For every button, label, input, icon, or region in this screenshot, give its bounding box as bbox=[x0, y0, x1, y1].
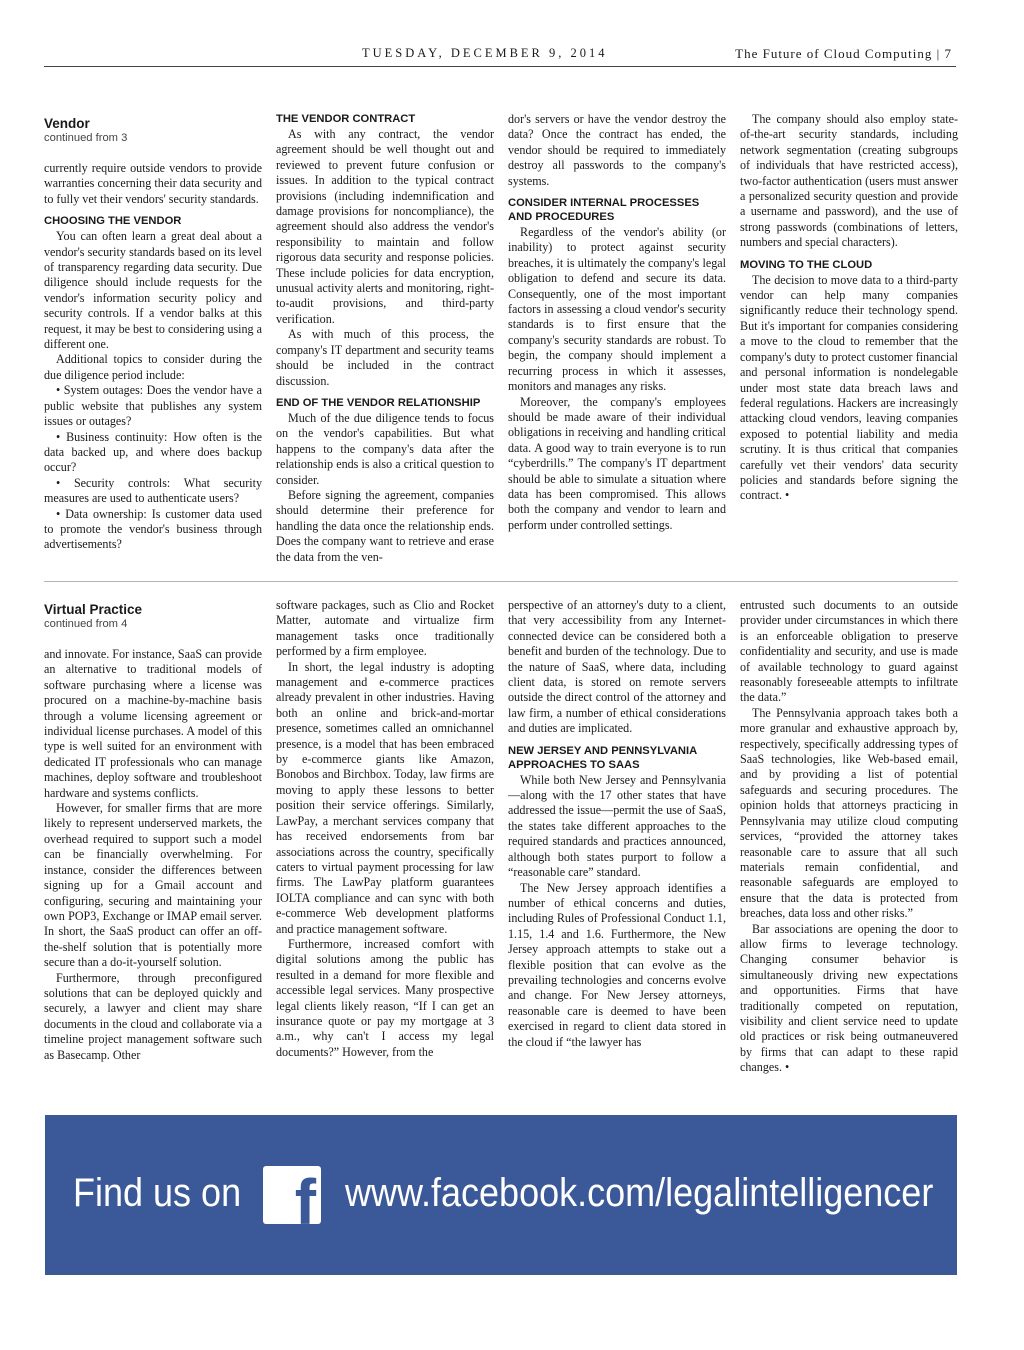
paragraph: Furthermore, through preconfigured solutions that can be deployed quickly and securely, a lawyer and client may share documents in the cloud and collaborate via a timeline project management software such as Basecamp. Other bbox=[44, 970, 262, 1062]
subheading: THE VENDOR CONTRACT bbox=[276, 113, 416, 125]
subheading: MOVING TO THE CLOUD bbox=[740, 258, 873, 271]
paragraph: Furthermore, increased comfort with digital solutions among the public has resulted in a demand for more flexible and accessible legal services. Many prospective legal clients likely reason, “If I can get an insurance quote or pay my mortgage at 3 a.m., why can't I access my legal documents?” However, from the bbox=[276, 936, 494, 1059]
facebook-icon bbox=[263, 1166, 321, 1224]
paragraph: The decision to move data to a third-party vendor can help many companies significantly reduce their technology spend. But it's important for companies considering a move to the cloud to remember that the company's duty to protect customer financial and personal information is nondelegable under most state data breach laws and federal regulations. Hackers are increasingly attacking cloud vendors, leaving companies exposed to potential liability and media scrutiny. It is thus critical that companies carefully vet their vendors' data security policies and standards before signing the contract. • bbox=[740, 272, 958, 503]
subheading: CHOOSING THE VENDOR bbox=[44, 215, 182, 228]
facebook-url-link[interactable]: www.facebook.com/legalintelligencer bbox=[345, 1171, 934, 1215]
subheading: NEW JERSEY AND PENNSYLVANIA APPROACHES TO SAAS bbox=[508, 744, 697, 771]
vendor-column-3 bbox=[508, 112, 726, 533]
find-us-text: Find us on bbox=[73, 1171, 242, 1215]
facebook-banner[interactable] bbox=[45, 1115, 957, 1275]
paragraph: entrusted such documents to an outside provider under circumstances in which there is an enforceable obligation to preserve confidentiality and security, and use is made of available technology to guard against reasonably foreseeable attempts to infiltrate the data.” bbox=[740, 598, 958, 705]
paragraph: The New Jersey approach identifies a number of ethical concerns and duties, including Rules of Professional Conduct 1.1, 1.15, 1.4 and 1.6. Furthermore, the New Jersey approach attempts to stake out a flexible position that can evolve as the prevailing technologies and concerns evolve and change. For New Jersey attorneys, reasonable care is deemed to have been exercised in regard to client data stored in the cloud if “the lawyer has bbox=[508, 880, 726, 1049]
publication-title: The Future of Cloud Computing | 7 bbox=[735, 46, 952, 61]
paragraph: Moreover, the company's employees should be made aware of their individual obligations in receiving and handling critical data. A good way to train everyone is to run “cyberdrills.” The company's IT department should be able to simulate a situation where data has been compromised. This allows both the company and vendor to learn and perform under controlled settings. bbox=[508, 394, 726, 532]
bullet-item: • System outages: Does the vendor have a public website that publishes any system issues or outages? bbox=[44, 383, 262, 429]
paragraph: However, for smaller firms that are more likely to represent underserved markets, the overhead required to support such a model can be financially overwhelming. For instance, consider the differences between signing up for a Gmail account and configuring, securing and maintaining your own POP3, Exchange or IMAP email server. In short, the SaaS product can offer an off-the-shelf solution that is potentially more secure than a do-it-yourself solution. bbox=[44, 801, 262, 970]
practice-column-1 bbox=[44, 598, 262, 1063]
paragraph: and innovate. For instance, SaaS can provide an alternative to traditional models of software purchasing where a license was procured on a machine-by-machine basis through a volume licensing agreement or individual license purchases. A model of this type is well suited for an environment with dedicated IT professionals who can manage machines, deploy software and troubleshoot hardware and systems conflicts. bbox=[44, 647, 262, 800]
continued-from: continued from 3 bbox=[44, 132, 128, 144]
paragraph: dor's servers or have the vendor destroy the data? Once the contract has ended, the vendor should be required to immediately destroy all passwords to the company's systems. bbox=[508, 112, 726, 188]
practice-column-2 bbox=[276, 598, 494, 1060]
article-kicker: Virtual Practice bbox=[44, 602, 143, 617]
paragraph: Much of the due diligence tends to focus on the vendor's capabilities. But what happens to the company's data after the relationship ends is also a critical question to consider. bbox=[276, 410, 494, 487]
section-divider bbox=[44, 581, 958, 582]
paragraph: As with much of this process, the company's IT department and security teams should be included in the contract discussion. bbox=[276, 327, 494, 388]
virtual-practice-article bbox=[44, 598, 958, 1098]
issue-date: TUESDAY, DECEMBER 9, 2014 bbox=[362, 46, 608, 60]
vendor-column-4 bbox=[740, 112, 958, 504]
paragraph: Bar associations are opening the door to allow firms to leverage technology. Changing consumer behavior is simultaneously driving new expectations and opportunities. Firms that have traditionally competed on reputation, visibility and client service need to update old practices or risk being outmaneuvered by firms that can adapt to these rapid changes. • bbox=[740, 921, 958, 1075]
practice-column-4 bbox=[740, 598, 958, 1076]
vendor-column-2 bbox=[276, 112, 494, 565]
paragraph: The company should also employ state-of-the-art security standards, including network segmentation (creating subgroups of individuals that have restricted access), two-factor authentication (users must answer a personalized security question and provide a username and password), and the use of strong passwords (combinations of letters, numbers and special characters). bbox=[740, 112, 958, 250]
article-kicker: Vendor bbox=[44, 116, 90, 131]
continued-from: continued from 4 bbox=[44, 618, 128, 630]
bullet-item: • Business continuity: How often is the data backed up, and where does backup occur? bbox=[44, 429, 262, 475]
paragraph: Additional topics to consider during the due diligence period include: bbox=[44, 352, 262, 382]
paragraph: Before signing the agreement, companies should determine their preference for handling the data once the relationship ends. Does the company want to retrieve and erase the data from the ven- bbox=[276, 487, 494, 564]
vendor-column-1 bbox=[44, 112, 262, 553]
facebook-glyph: f bbox=[294, 1166, 316, 1224]
bullet-item: • Security controls: What security measures are used to authenticate users? bbox=[44, 475, 262, 506]
vendor-article bbox=[44, 112, 958, 568]
paragraph: In short, the legal industry is adopting management and e-commerce practices already prevalent in other industries. Having both an online and brick-and-mortar presence, sometimes called an omnichannel presence, is a model that has been embraced by e-commerce giants like Amazon, Bonobos and Birchbox. Today, law firms are moving to apply these lessons to better position their service offerings. Similarly, LawPay, a merchant services company that has received endorsements from bar associations across the country, specifically caters to virtual payment processing for law firms. The LawPay platform guarantees IOLTA compliance and can sync with both e-commerce Web development platforms and practice management software. bbox=[276, 659, 494, 936]
page-header bbox=[44, 44, 956, 67]
subheading: END OF THE VENDOR RELATIONSHIP bbox=[276, 396, 481, 409]
paragraph: perspective of an attorney's duty to a client, that very accessibility from any Internet-connected device can be considered both a benefit and burden of the technology. Due to the nature of SaaS, where data, including client data, is stored on remote servers outside the direct control of the attorney and law firm, a number of ethical considerations and duties are implicated. bbox=[508, 598, 726, 736]
bullet-item: • Data ownership: Is customer data used to promote the vendor's business through advertisements? bbox=[44, 506, 262, 552]
paragraph: You can often learn a great deal about a vendor's security standards based on its level of transparency regarding data security. Due diligence should include requests for the vendor's information security policy and security controls. If a vendor balks at this request, it may be best to considering using a different one. bbox=[44, 229, 262, 352]
paragraph: The Pennsylvania approach takes both a more granular and exhaustive approach by, respectively, specifically addressing types of SaaS technologies, like Web-based email, and by providing a list of potential safeguards and securing procedures. The opinion holds that attorneys practicing in Pennsylvania may utilize cloud computing services, “provided the attorney takes reasonable care to assure that all such materials remain confidential, and reasonable safeguards are employed to ensure that the data is protected from breaches, data loss and other risks.” bbox=[740, 705, 958, 921]
paragraph: software packages, such as Clio and Rocket Matter, automate and virtualize firm management tasks once traditionally performed by a firm employee. bbox=[276, 598, 494, 659]
paragraph: While both New Jersey and Pennsylvania—along with the 17 other states that have addressed the issue—permit the use of SaaS, the states take different approaches to the required standards and practices announced, although both states purport to follow a “reasonable care” standard. bbox=[508, 772, 726, 880]
paragraph: As with any contract, the vendor agreement should be well thought out and reviewed to prevent future confusion or issues. In addition to the typical contract provisions (including indemnification and damage provisions for noncompliance), the agreement should also address the vendor's responsibility to maintain and follow rigorous data security and response policies. These include policies for data encryption, unusual activity alerts and monitoring, right-to-audit provisions, and third-party verification. bbox=[276, 127, 494, 326]
practice-column-3 bbox=[508, 598, 726, 1050]
subheading: CONSIDER INTERNAL PROCESSES AND PROCEDURES bbox=[508, 197, 700, 224]
paragraph: Regardless of the vendor's ability (or inability) to protect against security breaches, it is ultimately the company's legal obligation to defend and secure its data. Consequently, one of the most important factors in assessing a cloud vendor's security standards is to first ensure that the company's security standards are robust. To begin, the company should implement a recurring process in which it assesses, monitors and manages any risks. bbox=[508, 225, 726, 394]
paragraph: currently require outside vendors to provide warranties concerning their data security and to fully vet their vendors' security standards. bbox=[44, 161, 262, 206]
